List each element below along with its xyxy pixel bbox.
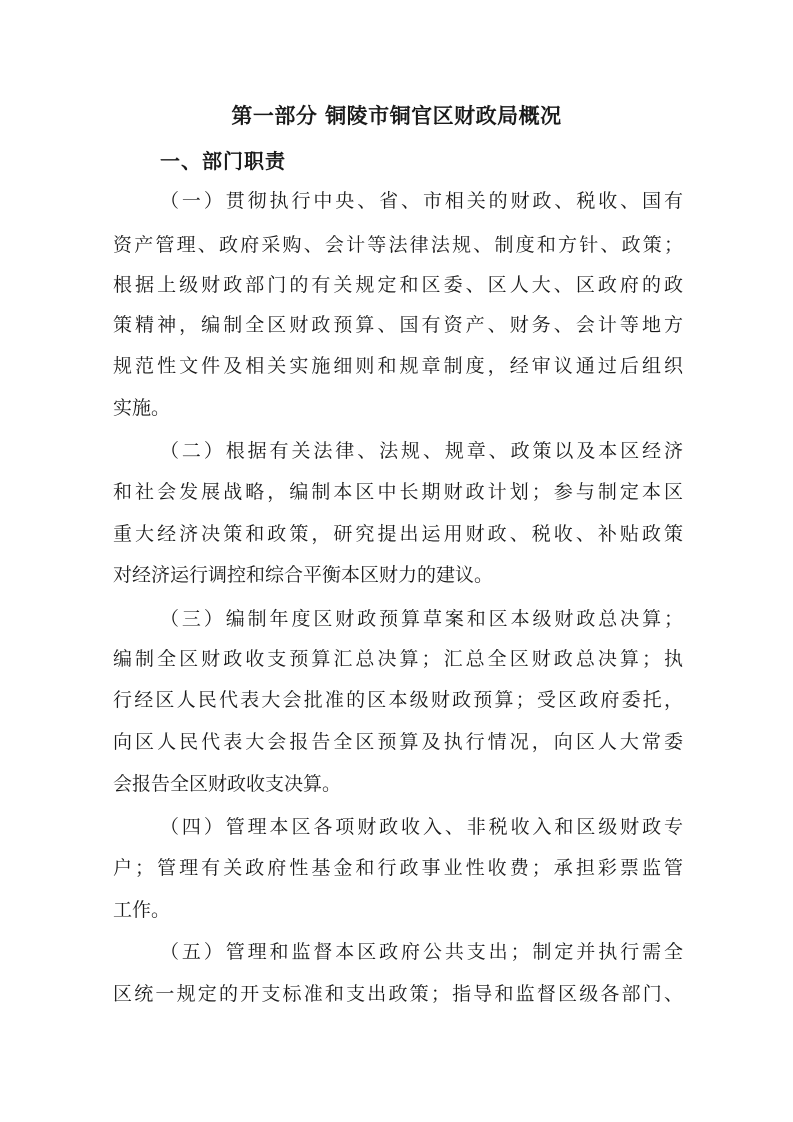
paragraph-line: 会报告全区财政收支决算。 [113, 773, 342, 795]
paragraph-line: （一）贯彻执行中央、省、市相关的财政、税收、国有 [160, 190, 683, 212]
paragraph-line: 工作。 [113, 899, 171, 921]
paragraph-line: 区统一规定的开支标准和支出政策；指导和监督区级各部门、 [113, 983, 683, 1005]
paragraph-line: 规范性文件及相关实施细则和规章制度，经审议通过后组织 [113, 355, 683, 377]
paragraph-line: 户；管理有关政府性基金和行政事业性收费；承担彩票监管 [113, 857, 683, 879]
paragraph-line: 对经济运行调控和综合平衡本区财力的建议。 [113, 564, 494, 586]
paragraph-line: 重大经济决策和政策，研究提出运用财政、税收、补贴政策 [113, 523, 683, 545]
paragraph-line: 资产管理、政府采购、会计等法律法规、制度和方针、政策； [113, 234, 683, 256]
paragraph-line: 实施。 [113, 397, 171, 419]
paragraph-line: （四）管理本区各项财政收入、非税收入和区级财政专 [160, 816, 683, 838]
paragraph-line: 根据上级财政部门的有关规定和区委、区人大、区政府的政 [113, 274, 683, 296]
paragraph-line: 向区人民代表大会报告全区预算及执行情况，向区人大常委 [113, 731, 683, 753]
paragraph-line: 策精神，编制全区财政预算、国有资产、财务、会计等地方 [113, 314, 683, 336]
paragraph-line: （三）编制年度区财政预算草案和区本级财政总决算； [160, 608, 683, 630]
paragraph-line: 和社会发展战略，编制本区中长期财政计划；参与制定本区 [113, 481, 683, 503]
paragraph-line: 行经区人民代表大会批准的区本级财政预算；受区政府委托， [113, 689, 683, 711]
page-title: 第一部分 铜陵市铜官区财政局概况 [231, 104, 562, 128]
paragraph-line: （二）根据有关法律、法规、规章、政策以及本区经济 [160, 440, 683, 462]
paragraph-line: 编制全区财政收支预算汇总决算；汇总全区财政总决算；执 [113, 648, 683, 670]
paragraph-line: （五）管理和监督本区政府公共支出；制定并执行需全 [160, 941, 683, 963]
section-heading: 一、部门职责 [160, 149, 286, 173]
